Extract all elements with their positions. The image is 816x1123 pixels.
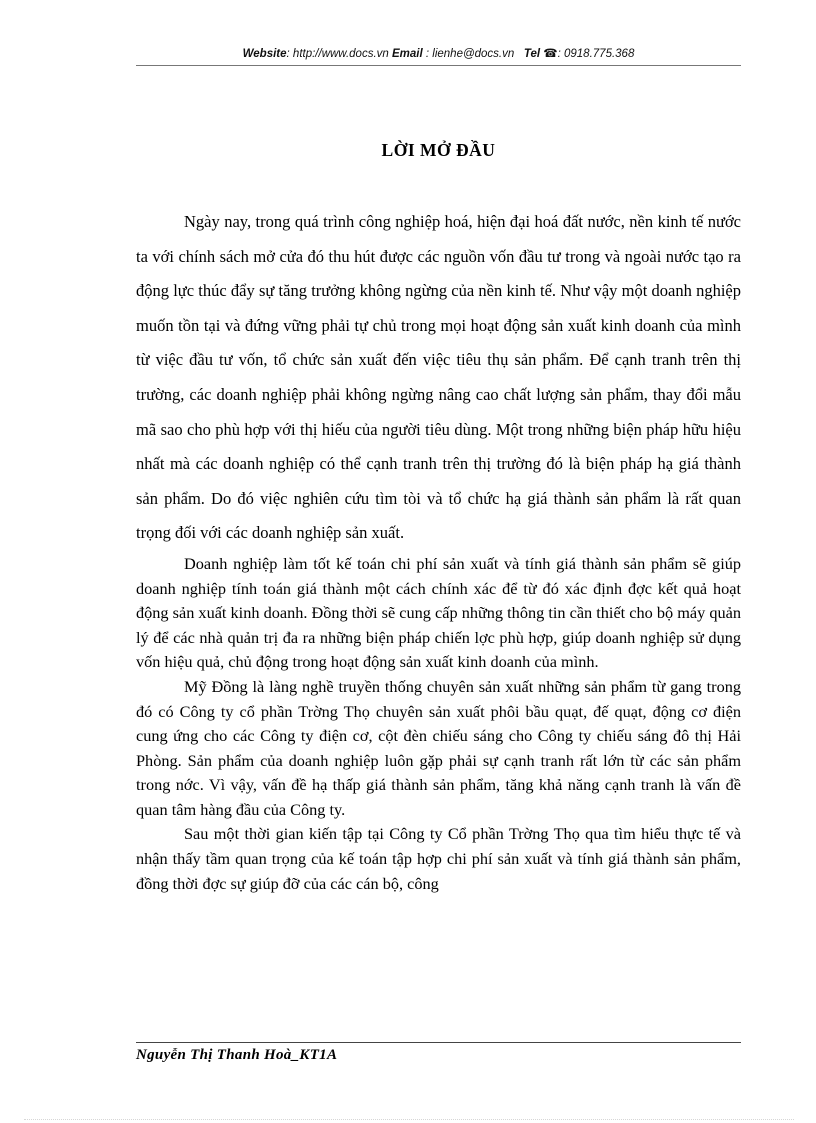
phone-icon: ☎ bbox=[543, 48, 558, 60]
page-bottom-dotted-border bbox=[24, 1119, 794, 1120]
paragraph-2: Doanh nghiệp làm tốt kế toán chi phí sản xuất và tính giá thành sản phẩm sẽ giúp doanh nghiệp tính toán giá thành một cách chính xác để từ đó xác định đợc kết quả hoạt động sản xuất kinh doanh. Đồng thời sẽ cung cấp những thông tin cần thiết cho bộ máy quản lý để các nhà quản trị đa ra những biện pháp chiến lợc phù hợp, giúp doanh nghiệp sử dụng vốn hiệu quả, chủ động trong hoạt động sản xuất kinh doanh của mình. bbox=[136, 553, 741, 672]
header-divider bbox=[136, 65, 741, 66]
footer-author: Nguyễn Thị Thanh Hoà_KT1A bbox=[136, 1047, 338, 1063]
website-label: Website bbox=[242, 48, 287, 60]
email-label: Email bbox=[392, 48, 423, 60]
email-value: : lienhe@docs.vn bbox=[422, 48, 515, 60]
tel-value: : 0918.775.368 bbox=[557, 48, 635, 60]
page-title: LỜI MỞ ĐẦU bbox=[381, 140, 496, 160]
paragraph-3: Mỹ Đồng là làng nghề truyền thống chuyên sản xuất những sản phẩm từ gang trong đó có Công ty cổ phần Trờng Thọ chuyên sản xuất phôi bầu quạt, đế quạt, động cơ điện cung ứng cho các Công ty điện cơ, cột đèn chiếu sáng cho Công ty chiếu sáng đô thị Hải Phòng. Sản phẩm của doanh nghiệp luôn gặp phải sự cạnh tranh rất lớn từ các sản phẩm trong nớc. Vì vậy, vấn đề hạ thấp giá thành sản phẩm, tăng khả năng cạnh tranh là vấn đề quan tâm hàng đầu của Công ty. bbox=[136, 676, 741, 819]
website-value: : http://www.docs.vn bbox=[286, 48, 389, 60]
paragraph-1: Ngày nay, trong quá trình công nghiệp hoá, hiện đại hoá đất nước, nền kinh tế nước ta với chính sách mở cửa đó thu hút được các nguồn vốn đầu tư trong và ngoài nước tạo ra động lực thúc đẩy sự tăng trưởng không ngừng của nền kinh tế. Như vậy một doanh nghiệp muốn tồn tại và đứng vững phải tự chủ trong mọi hoạt động sản xuất kinh doanh của mình từ việc đầu tư vốn, tổ chức sản xuất đến việc tiêu thụ sản phẩm. Để cạnh tranh trên thị trường, các doanh nghiệp phải không ngừng nâng cao chất lượng sản phẩm, thay đổi mẫu mã sao cho phù hợp với thị hiếu của người tiêu dùng. Một trong những biện pháp hữu hiệu nhất mà các doanh nghiệp có thể cạnh tranh trên thị trường đó là biện pháp hạ giá thành sản phẩm. Do đó việc nghiên cứu tìm tòi và tổ chức hạ giá thành sản phẩm là rất quan trọng đối với các doanh nghiệp sản xuất. bbox=[136, 212, 741, 543]
tel-label: Tel bbox=[523, 48, 541, 60]
footer-divider bbox=[136, 1042, 741, 1043]
body-text bbox=[136, 205, 741, 896]
page-header bbox=[136, 46, 741, 60]
paragraph-4: Sau một thời gian kiến tập tại Công ty Cổ phần Trờng Thọ qua tìm hiểu thực tế và nhận thấy tầm quan trọng của kế toán tập hợp chi phí sản xuất và tính giá thành sản phẩm, đồng thời đợc sự giúp đỡ của các cán bộ, công bbox=[136, 824, 741, 893]
